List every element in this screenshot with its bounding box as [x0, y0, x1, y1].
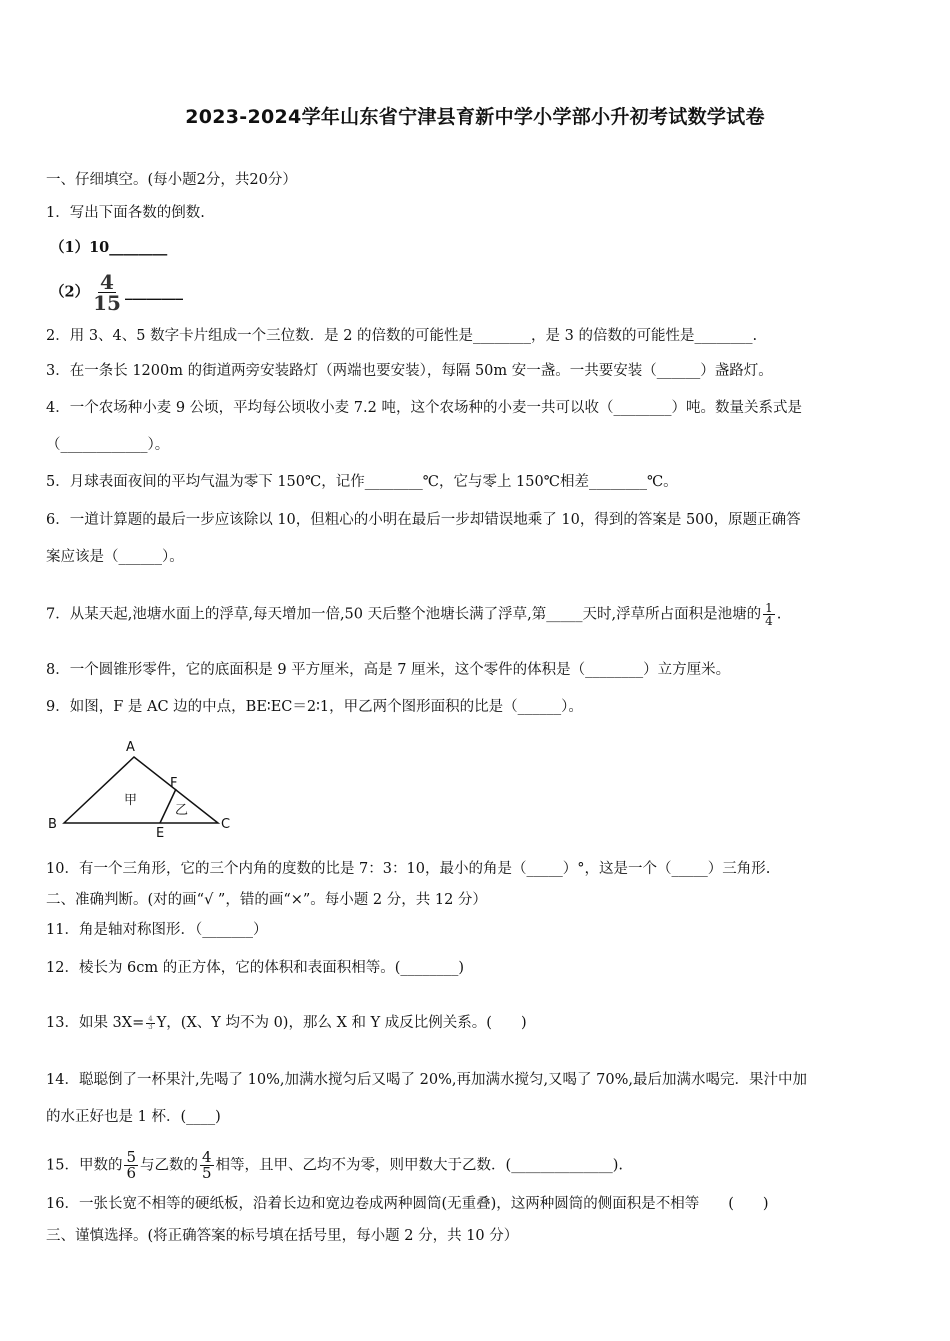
- fraction-4-3: [146, 1016, 154, 1031]
- question-8: 8．一个圆锥形零件，它的底面积是 9 平方厘米，高是 7 厘米，这个零件的体积是（________）立方厘米。: [46, 662, 731, 678]
- question-15-text-a: 15．甲数的: [46, 1157, 123, 1174]
- question-14-line-2: 的水正好也是 1 杯．(____): [46, 1109, 221, 1125]
- question-1-part-2-label: （2）: [50, 283, 90, 301]
- question-7-text: 7．从某天起,池塘水面上的浮草,每天增加一倍,50 天后整个池塘长满了浮草,第_____天时,浮草所占面积是池塘的: [46, 606, 762, 623]
- fraction-numerator: 4: [100, 270, 114, 294]
- triangle-diagram: [40, 738, 240, 838]
- question-13-text-b: Y，(X、Y 均不为 0)，那么 X 和 Y 成反比例关系。( ): [156, 1015, 527, 1031]
- question-15-text-c: 相等，且甲、乙均不为零，则甲数大于乙数．(______________).: [215, 1157, 623, 1174]
- label-f: F: [170, 776, 178, 791]
- question-13: [46, 1013, 527, 1033]
- question-9: 9．如图，F 是 AC 边的中点，BE∶EC＝2∶1，甲乙两个图形面积的比是（______）。: [46, 699, 583, 715]
- question-1: 1．写出下面各数的倒数.: [46, 205, 205, 221]
- section-2-heading: 二、准确判断。(对的画“√ ”，错的画“×”。每小题 2 分，共 12 分）: [46, 892, 487, 908]
- question-7-end: .: [776, 606, 782, 623]
- question-1-part-2: [50, 272, 183, 313]
- fraction-1-4: [763, 602, 775, 627]
- question-12: 12．棱长为 6cm 的正方体，它的体积和表面积相等。(________): [46, 960, 465, 976]
- fraction-numerator: 5: [126, 1148, 136, 1166]
- fraction-denominator: 6: [126, 1164, 136, 1182]
- question-6-line-1: 6．一道计算题的最后一步应该除以 10，但粗心的小明在最后一步却错误地乘了 10，得到的答案是 500，原题正确答: [46, 512, 801, 528]
- fraction-numerator: 4: [148, 1014, 153, 1023]
- segment-ef: [160, 789, 176, 823]
- triangle-abc: [64, 757, 218, 823]
- question-15-text-b: 与乙数的: [140, 1157, 198, 1174]
- label-c: C: [221, 817, 231, 832]
- question-4-line-2: （____________）。: [46, 437, 170, 453]
- question-10: 10．有一个三角形，它的三个内角的度数的比是 7：3：10，最小的角是（_____）°，这是一个（_____）三角形.: [46, 861, 771, 877]
- question-3: 3．在一条长 1200m 的街道两旁安装路灯（两端也要安装），每隔 50m 安一盏。一共要安装（______）盏路灯。: [46, 363, 773, 379]
- fraction-denominator: 15: [93, 291, 121, 315]
- label-jia: 甲: [124, 793, 138, 808]
- question-15: [46, 1150, 623, 1181]
- question-5: 5．月球表面夜间的平均气温为零下 150℃，记作________℃，它与零上 150℃相差________℃。: [46, 474, 678, 490]
- fraction-numerator: 1: [765, 601, 773, 615]
- question-13-text-a: 13．如果 3X=: [46, 1015, 145, 1031]
- fraction-denominator: 5: [202, 1164, 212, 1182]
- question-4-line-1: 4．一个农场种小麦 9 公顷，平均每公顷收小麦 7.2 吨，这个农场种的小麦一共可以收（________）吨。数量关系式是: [46, 400, 802, 416]
- fraction-5-6: [124, 1150, 138, 1181]
- question-7: [46, 602, 781, 627]
- label-a: A: [126, 740, 135, 755]
- question-2: 2．用 3、4、5 数字卡片组成一个三位数．是 2 的倍数的可能性是________，是 3 的倍数的可能性是________.: [46, 328, 758, 344]
- section-3-heading: 三、谨慎选择。(将正确答案的标号填在括号里，每小题 2 分，共 10 分）: [46, 1228, 519, 1244]
- label-e: E: [156, 826, 165, 838]
- fraction-denominator: 4: [765, 614, 773, 628]
- answer-blank: ________: [124, 283, 183, 301]
- question-14-line-1: 14．聪聪倒了一杯果汁,先喝了 10%,加满水搅匀后又喝了 20%,再加满水搅匀,又喝了 70%,最后加满水喝完．果汁中加: [46, 1072, 808, 1088]
- label-yi: 乙: [175, 803, 189, 818]
- fraction-numerator: 4: [202, 1148, 212, 1166]
- section-1-heading: 一、仔细填空。(每小题2分，共20分）: [46, 172, 297, 188]
- fraction-denominator: 3: [148, 1022, 153, 1031]
- fraction-4-15: [91, 272, 123, 313]
- question-1-part-1: （1）10________: [50, 239, 168, 256]
- fraction-4-5: [200, 1150, 214, 1181]
- question-11: 11．角是轴对称图形．（_______）: [46, 922, 268, 938]
- label-b: B: [48, 817, 57, 832]
- question-16: 16．一张长宽不相等的硬纸板，沿着长边和宽边卷成两种圆筒(无重叠)，这两种圆筒的侧面积是不相等 ( ): [46, 1196, 769, 1212]
- exam-title: 2023-2024学年山东省宁津县育新中学小学部小升初考试数学试卷: [185, 106, 765, 128]
- question-6-line-2: 案应该是（______）。: [46, 549, 184, 565]
